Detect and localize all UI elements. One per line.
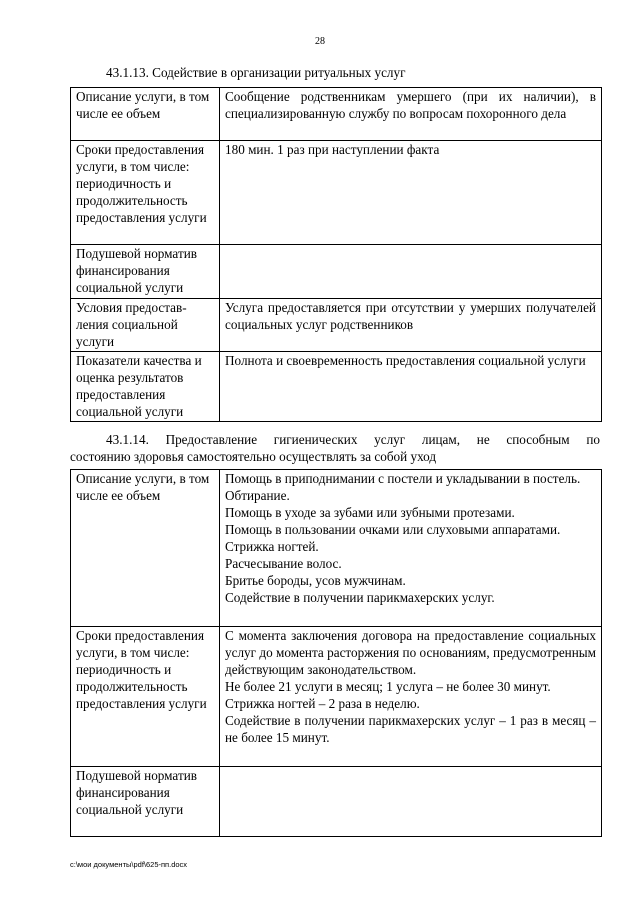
row-label: Подушевой норматив финансирования социальной услуги (71, 767, 220, 837)
page-number: 28 (315, 36, 325, 47)
table-row (71, 627, 602, 767)
table-row (71, 352, 602, 422)
row-value: Полнота и своевременность предоставления социальной услуги (220, 352, 602, 422)
row-label: Описание услуги, в том числе ее объем (71, 88, 220, 141)
row-label: Подушевой норматив финансирования социальной услуги (71, 245, 220, 299)
table-row (71, 767, 602, 837)
table-row (71, 88, 602, 141)
footer-file-path: c:\мои документы\pdf\625-пп.docx (70, 860, 188, 869)
row-value: С момента заключения договора на предоставление социальных услуг до момента расторжения по основаниям, предусмотренным действующим законодательством. Не более 21 услуги в месяц; 1 услуга – не более 30 минут. Стрижка ногтей – 2 раза в неделю. Содействие в получении парикмахерских услуг – 1 раз в месяц – не более 15 минут. (220, 627, 602, 767)
row-label: Условия предостав-ления социальной услуги (71, 299, 220, 352)
table-row (71, 299, 602, 352)
row-value: 180 мин. 1 раз при наступлении факта (220, 141, 602, 245)
row-label: Показатели качества и оценка результатов предоставления социальной услуги (71, 352, 220, 422)
section-2-heading-line-1: 43.1.14. Предоставление гигиенических услуг лицам, не способным по (106, 432, 600, 447)
section-1-heading-text: 43.1.13. Содействие в организации ритуальных услуг (106, 65, 406, 80)
row-value: Сообщение родственникам умершего (при их наличии), в специализированную службу по вопросам похоронного дела (220, 88, 602, 141)
row-value (220, 245, 602, 299)
row-label: Сроки предоставления услуги, в том числе: периодичность и продолжительность предоставления услуги (71, 141, 220, 245)
table-row (71, 141, 602, 245)
section-1-table (70, 87, 602, 422)
table-row (71, 245, 602, 299)
row-label: Описание услуги, в том числе ее объем (71, 470, 220, 627)
section-2-heading (70, 431, 600, 465)
row-value (220, 767, 602, 837)
row-label: Сроки предоставления услуги, в том числе: периодичность и продолжительность предоставления услуги (71, 627, 220, 767)
table-row (71, 470, 602, 627)
section-1-heading (70, 64, 600, 81)
section-2-heading-line-2: состоянию здоровья самостоятельно осуществлять за собой уход (70, 449, 437, 464)
row-value: Помощь в приподнимании с постели и укладывании в постель. Обтирание. Помощь в уходе за зубами или зубными протезами. Помощь в пользовании очками или слуховыми аппаратами. Стрижка ногтей. Расчесывание волос. Бритье бороды, усов мужчинам. Содействие в получении парикмахерских услуг. (220, 470, 602, 627)
row-value: Услуга предоставляется при отсутствии у умерших получателей социальных услуг родственников (220, 299, 602, 352)
section-2-table (70, 469, 602, 837)
